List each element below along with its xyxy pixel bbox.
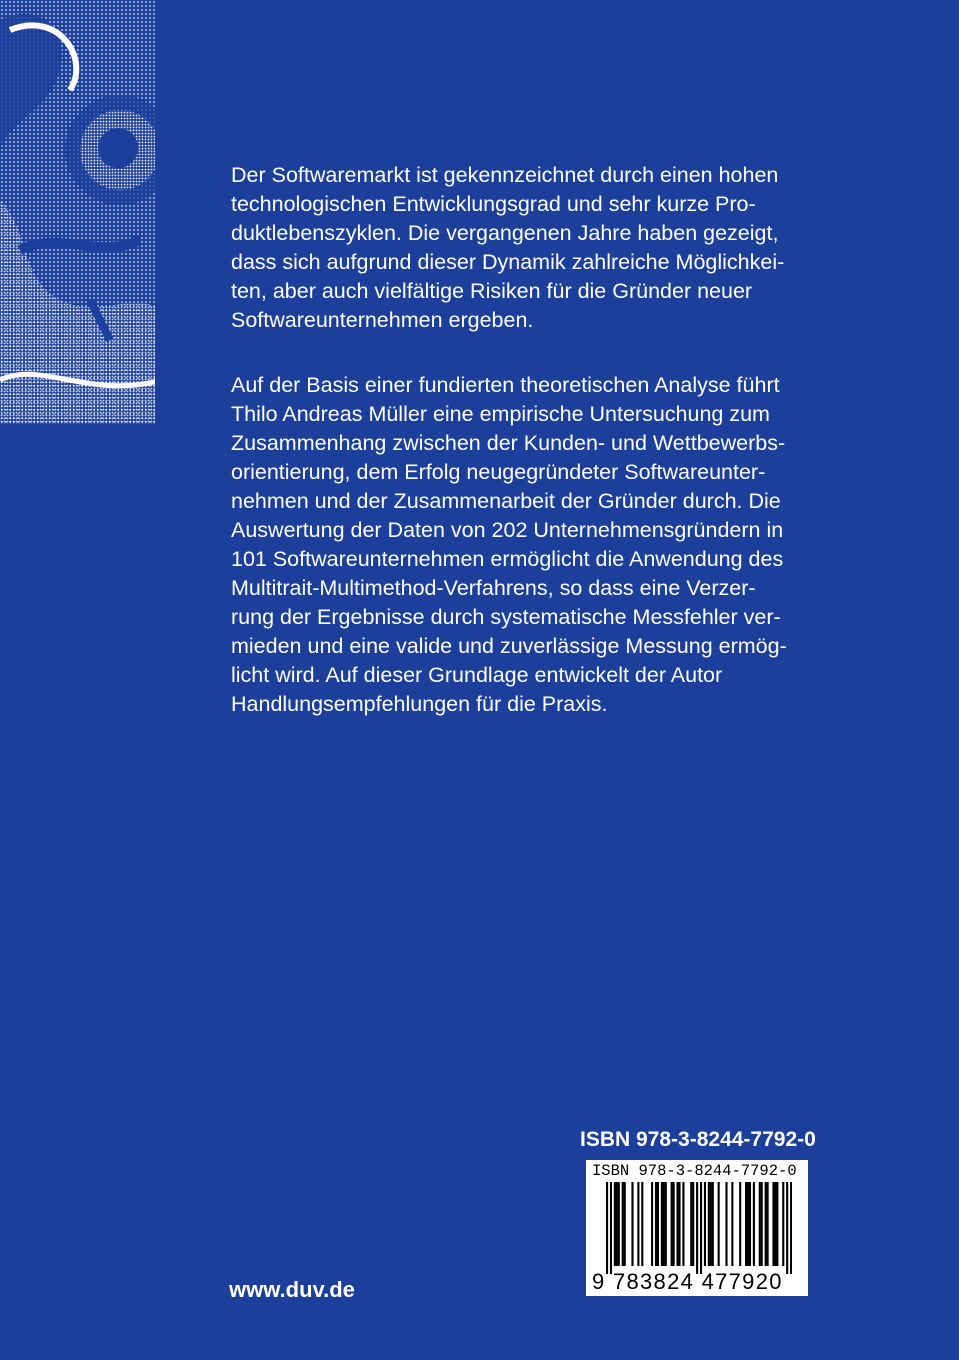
barcode xyxy=(586,1160,808,1296)
blurb-line: licht wird. Auf dieser Grundlage entwickelt der Autor xyxy=(231,663,723,687)
barcode-bar xyxy=(710,1182,712,1266)
barcode-bar xyxy=(631,1182,633,1266)
blurb-line: Auf der Basis einer fundierten theoretischen Analyse führt xyxy=(231,373,780,397)
barcode-bar xyxy=(692,1182,694,1266)
blurb-line: Softwareunternehmen ergeben. xyxy=(231,308,534,332)
barcode-bar xyxy=(725,1182,727,1266)
barcode-bar xyxy=(663,1182,665,1266)
barcode-bar xyxy=(671,1182,673,1266)
barcode-bar xyxy=(624,1182,626,1266)
blurb-paragraph-1 xyxy=(231,161,845,335)
barcode-bar xyxy=(712,1182,714,1266)
cover-image xyxy=(0,0,162,424)
barcode-bar xyxy=(651,1182,653,1266)
blurb-line: Zusammenhang zwischen der Kunden- und Wettbewerbs- xyxy=(231,431,786,455)
blurb-line: orientierung, dem Erfolg neugegründeter Softwareunter- xyxy=(231,460,766,484)
blurb-line: Multitrait-Multimethod-Verfahrens, so dass eine Verzer- xyxy=(231,576,756,600)
barcode-bar xyxy=(753,1182,755,1266)
barcode-bar xyxy=(700,1182,702,1274)
barcode-bars xyxy=(606,1182,792,1274)
barcode-bar xyxy=(657,1182,659,1266)
barcode-bar xyxy=(761,1182,763,1266)
barcode-bar xyxy=(704,1182,706,1266)
barcode-bar xyxy=(637,1182,639,1266)
barcode-bar xyxy=(772,1182,774,1266)
barcode-bar xyxy=(718,1182,720,1266)
barcode-bar xyxy=(739,1182,741,1266)
barcode-digits: 9 783824 477920 xyxy=(592,1269,783,1294)
barcode-isbn-label: ISBN 978-3-8244-7792-0 xyxy=(592,1162,797,1180)
barcode-bar xyxy=(767,1182,769,1266)
blurb-line: mieden und eine valide und zuverlässige Messung ermög- xyxy=(231,634,787,658)
barcode-bar xyxy=(622,1182,624,1266)
barcode-bar xyxy=(782,1182,784,1266)
barcode-bar xyxy=(786,1182,788,1274)
blurb-line: technologischen Entwicklungsgrad und sehr kurze Pro- xyxy=(231,192,756,216)
blurb-line: nehmen und der Zusammenarbeit der Gründer durch. Die xyxy=(231,489,781,513)
publisher-website: www.duv.de xyxy=(229,1277,355,1302)
barcode-bar xyxy=(765,1182,767,1266)
barcode-bar xyxy=(747,1182,749,1266)
barcode-bar xyxy=(676,1182,678,1266)
blurb-line: Auswertung der Daten von 202 Unternehmensgründern in xyxy=(231,518,784,542)
blurb-line: dass sich aufgrund dieser Dynamik zahlreiche Möglichkei- xyxy=(231,250,785,274)
barcode-bar xyxy=(749,1182,751,1266)
barcode-bar xyxy=(618,1182,620,1266)
barcode-bar xyxy=(673,1182,675,1266)
blurb-paragraph-2 xyxy=(231,371,845,719)
barcode-bar xyxy=(696,1182,698,1274)
barcode-bar xyxy=(610,1182,612,1274)
barcode-bar xyxy=(759,1182,761,1266)
barcode-bar xyxy=(774,1182,776,1266)
barcode-bar xyxy=(678,1182,680,1266)
blurb-line: 101 Softwareunternehmen ermöglicht die Anwendung des xyxy=(231,547,784,571)
isbn-heading: ISBN 978-3-8244-7792-0 xyxy=(580,1128,816,1151)
barcode-bar xyxy=(655,1182,657,1266)
blurb-line: Thilo Andreas Müller eine empirische Untersuchung zum xyxy=(231,402,770,426)
barcode-bar xyxy=(616,1182,618,1266)
blurb-line: duktlebenszyklen. Die vergangenen Jahre haben gezeigt, xyxy=(231,221,779,245)
barcode-bar xyxy=(661,1182,663,1266)
barcode-bar xyxy=(606,1182,608,1274)
barcode-bar xyxy=(790,1182,792,1274)
barcode-bar xyxy=(682,1182,684,1266)
barcode-bar xyxy=(745,1182,747,1266)
barcode-bar xyxy=(731,1182,733,1266)
barcode-bar xyxy=(776,1182,778,1266)
barcode-bar xyxy=(641,1182,643,1266)
barcode-bar xyxy=(614,1182,616,1266)
barcode-bar xyxy=(665,1182,667,1266)
blurb-line: ten, aber auch vielfältige Risiken für die Gründer neuer xyxy=(231,279,753,303)
barcode-bar xyxy=(708,1182,710,1266)
blurb-line: rung der Ergebnisse durch systematische Messfehler ver- xyxy=(231,605,781,629)
blurb-line: Der Softwaremarkt ist gekennzeichnet durch einen hohen xyxy=(231,163,779,187)
barcode-bar xyxy=(690,1182,692,1266)
blurb-line: Handlungsempfehlungen für die Praxis. xyxy=(231,692,608,716)
